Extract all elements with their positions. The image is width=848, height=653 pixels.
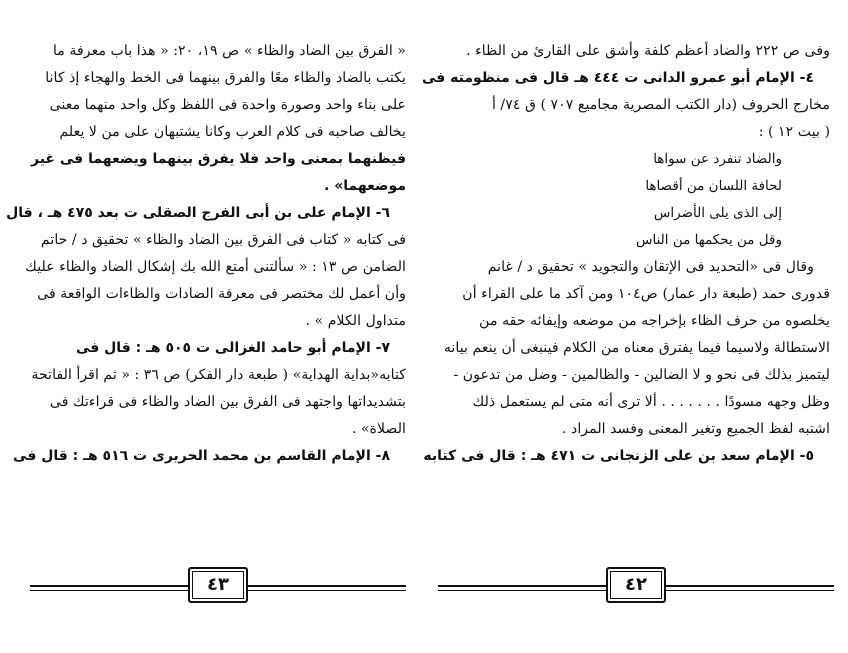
text-line: وظل وجهه مسودًا . . . . . . . ألا ترى أنه متى لم يستعمل ذلك xyxy=(472,394,830,410)
section-heading: ٨- الإمام القاسم بن محمد الحريرى ت ٥١٦ هـ : قال فى xyxy=(13,448,390,464)
verse-line: والضاد تنفرد عن سواها xyxy=(653,151,782,167)
text-line: يخلصوه من حرف الظاء بإخراجه من موضعه وإيفائه حقه من xyxy=(479,313,830,329)
right-page xyxy=(421,38,848,653)
right-page-text xyxy=(421,38,830,470)
text-line: قدورى حمد (طبعة دار عمار) ص١٠٤ ومن آكد ما على القراء أن xyxy=(462,286,830,302)
text-line: وقال فى «التحديد فى الإتقان والتجويد » تحقيق د / غانم xyxy=(487,259,814,275)
text-line: على بناء واحد وصورة واحدة فى اللفظ وكل واحد منهما معنى xyxy=(49,97,406,113)
verse-line: وقل من يحكمها من الناس xyxy=(636,232,782,248)
text-line: الصلاة» . xyxy=(351,421,406,437)
text-line: فيظنهما بمعنى واحد فلا يفرق بينهما ويضعهما فى غير xyxy=(31,151,406,167)
section-heading: ٦- الإمام على بن أبى الفرج الصقلى ت بعد ٤٧٥ هـ ، قال xyxy=(6,205,390,221)
page-footer xyxy=(30,565,406,605)
text-line: كتابه«بداية الهداية» ( طبعة دار الفكر) ص ٣٦ : « ثم اقرأ الفاتحة xyxy=(31,367,406,383)
text-line: بتشديداتها واجتهد فى الفرق بين الضاد والظاء فى قراءتك فى xyxy=(49,394,406,410)
text-line: وأن أعمل لك مختصر فى معرفة الضادات والظاءات الواقعة فى xyxy=(37,286,406,302)
section-heading: ٥- الإمام سعد بن على الزنجانى ت ٤٧١ هـ : قال فى كتابه xyxy=(423,448,814,464)
verse-line: إلى الذى يلى الأضراس xyxy=(653,205,782,221)
text-line: مخارج الحروف (دار الكتب المصرية مجاميع ٧٠٧ ) ق ٧٤/ أ xyxy=(491,97,830,113)
page-footer xyxy=(438,565,834,605)
left-page xyxy=(0,38,424,653)
page-number: ٤٢ xyxy=(606,567,666,603)
text-line: الضامن ص ١٣ : « سألتنى أمتع الله بك إشكال الضاد والظاء عليك xyxy=(25,259,406,275)
text-line: متداول الكلام » . xyxy=(305,313,406,329)
text-line: ( بيت ١٢ ) : xyxy=(758,124,830,140)
section-heading: ٤- الإمام أبو عمرو الدانى ت ٤٤٤ هـ قال فى منظومته فى xyxy=(421,70,814,86)
text-line: يكتب بالضاد والظاء معًا والفرق بينهما فى الخط والهجاء إذ كانا xyxy=(45,70,406,86)
text-line: ليتميز بذلك فى نحو و لا الضالين - والظالمين - وضل من تدعون - xyxy=(453,367,830,383)
left-page-text xyxy=(6,38,406,470)
text-line: فى كتابه « كتاب فى الفرق بين الضاد والظاء » تحقيق د / حاتم xyxy=(40,232,406,248)
verse-line: لحافة اللسان من أقصاها xyxy=(645,178,782,194)
text-line: « الفرق بين الضاد والظاء » ص ١٩، ٢٠: « هذا باب معرفة ما xyxy=(52,43,406,59)
text-line: يخالف صاحبه فى كلام العرب وكانا يشتبهان على من لا يعلم xyxy=(59,124,406,140)
text-line: الاستطالة ولاسيما فيما يفترق معناه من الكلام فينبغى أن ينعم بيانه xyxy=(443,340,830,356)
section-heading: ٧- الإمام أبو حامد الغزالى ت ٥٠٥ هـ : قال فى xyxy=(75,340,390,356)
text-line: اشتبه لفظ الجميع وتغير المعنى وفسد المراد . xyxy=(562,421,830,437)
text-line: موضعهما» . xyxy=(324,178,406,194)
text-line: وفى ص ٢٢٢ والضاد أعظم كلفة وأشق على القارئ من الظاء . xyxy=(466,43,830,59)
page-number: ٤٣ xyxy=(188,567,248,603)
